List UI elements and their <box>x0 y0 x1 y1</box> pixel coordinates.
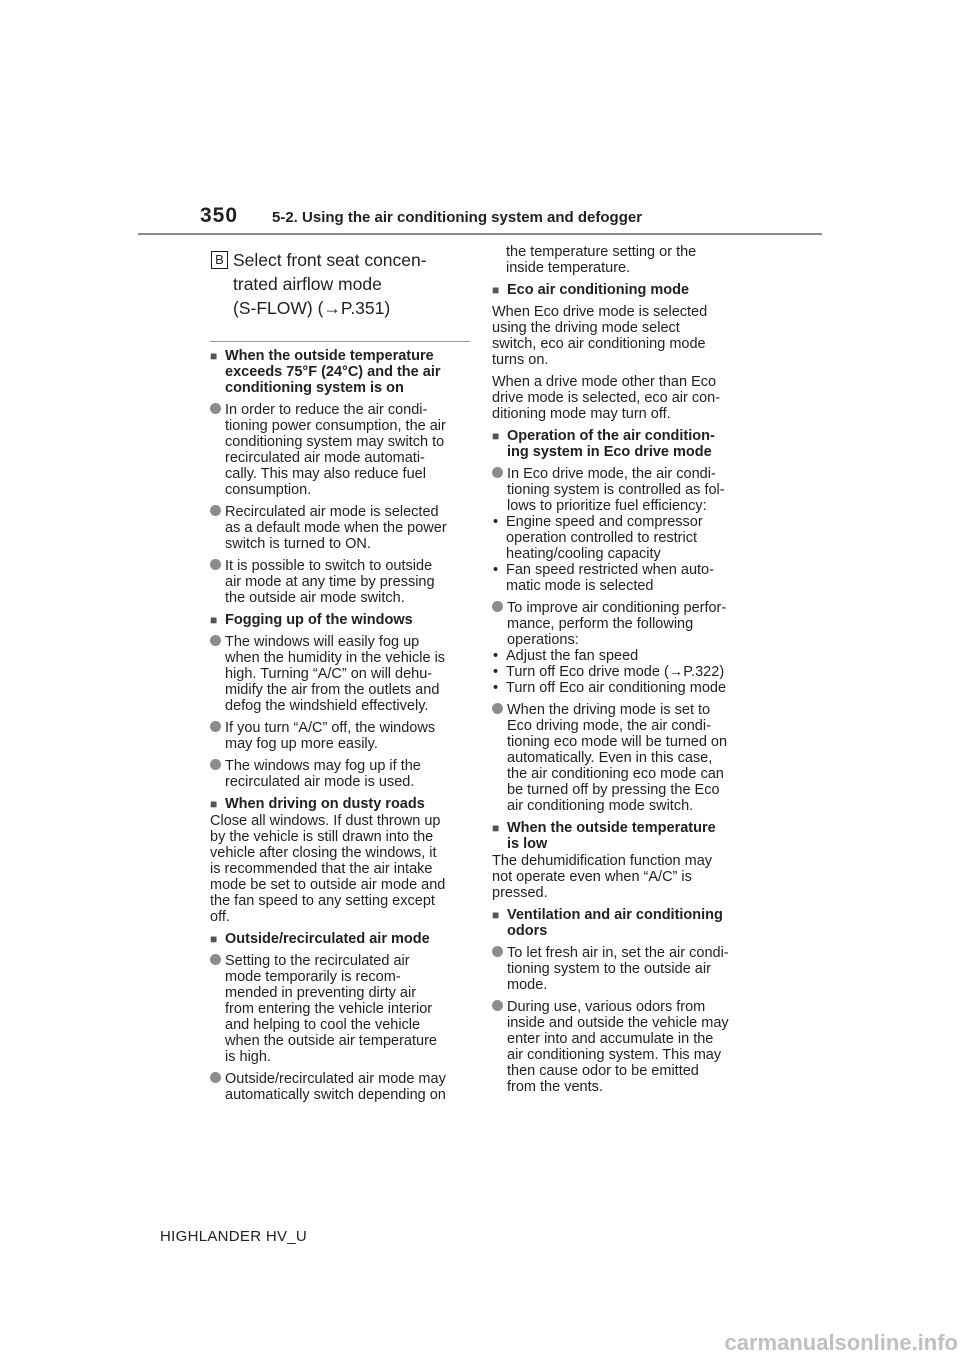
bullet-item: Setting to the recirculated air mode temporarily is recom- mended in preventing dirty air from entering the vehicle interior and helping to cool the vehicle when the outside air temperature is high. <box>210 953 472 1065</box>
header-divider <box>138 233 822 235</box>
continued-text: the temperature setting or the inside temperature. <box>506 244 697 276</box>
heading-ventilation-odors: ■ Ventilation and air conditioning odors <box>492 907 754 939</box>
bullet-dot-icon <box>492 467 503 478</box>
dash-item: • Turn off Eco air conditioning mode <box>493 680 727 696</box>
dash-item: • Turn off Eco drive mode (→P.322) <box>493 664 725 680</box>
bullet-item: When the driving mode is set to Eco driving mode, the air condi- tioning eco mode will be turned on automatically. Even in this case, the air conditioning eco mode can be turned off by pressing the Eco air conditioning mode switch. <box>492 702 754 814</box>
bullet-dot-icon <box>210 635 221 646</box>
footer-model: HIGHLANDER HV_U <box>160 1228 308 1245</box>
heading-fogging: ■ Fogging up of the windows <box>210 612 472 628</box>
heading-dusty-roads: ■ When driving on dusty roads <box>210 796 472 812</box>
bullet-item: To let fresh air in, set the air condi- tioning system to the outside air mode. <box>492 945 754 993</box>
left-column <box>210 246 472 1103</box>
bullet-dot-icon <box>492 946 503 957</box>
callout-badge: B <box>211 251 228 269</box>
watermark: carmanualsonline.info <box>724 1330 958 1355</box>
callout-b <box>210 248 472 320</box>
heading-eco-drive-operation: ■ Operation of the air condition- ing system in Eco drive mode <box>492 428 754 460</box>
bullet-item: Recirculated air mode is selected as a default mode when the power switch is turned to ON. <box>210 504 472 552</box>
paragraph: When Eco drive mode is selected using the driving mode select switch, eco air conditioning mode turns on. <box>492 304 708 368</box>
heading-outside-temp-high: ■ When the outside temperature exceeds 75°F (24°C) and the air conditioning system is on <box>210 348 472 396</box>
heading-outside-temp-low: ■ When the outside temperature is low <box>492 820 754 852</box>
bullet-item: During use, various odors from inside and outside the vehicle may enter into and accumulate in the air conditioning system. This may then cause odor to be emitted from the vents. <box>492 999 754 1095</box>
dash-item: • Adjust the fan speed <box>493 648 639 664</box>
bullet-item: In Eco drive mode, the air condi- tioning system is controlled as fol- lows to prioritize fuel efficiency: <box>492 466 754 514</box>
bullet-dot-icon <box>492 601 503 612</box>
bullet-item: The windows may fog up if the recirculated air mode is used. <box>210 758 472 790</box>
heading-eco-ac: ■ Eco air conditioning mode <box>492 282 754 298</box>
page-number: 350 <box>200 204 239 227</box>
dash-item: • Engine speed and compressor operation controlled to restrict heating/cooling capacity <box>493 514 703 562</box>
bullet-item: It is possible to switch to outside air mode at any time by pressing the outside air mode switch. <box>210 558 472 606</box>
bullet-item: Outside/recirculated air mode may automatically switch depending on <box>210 1071 472 1103</box>
bullet-dot-icon <box>210 759 221 770</box>
bullet-item: If you turn “A/C” off, the windows may fog up more easily. <box>210 720 472 752</box>
section-divider <box>210 341 470 342</box>
bullet-item: The windows will easily fog up when the humidity in the vehicle is high. Turning “A/C” on will dehu- midify the air from the outlets and defog the windshield effectively. <box>210 634 472 714</box>
right-column <box>492 244 754 1095</box>
bullet-dot-icon <box>492 1000 503 1011</box>
bullet-dot-icon <box>210 403 221 414</box>
callout-text: Select front seat concen- trated airflow mode (S-FLOW) (→P.351) <box>233 250 427 318</box>
paragraph: Close all windows. If dust thrown up by the vehicle is still drawn into the vehicle after closing the windows, it is recommended that the air intake mode be set to outside air mode and the fan speed to any setting except off. <box>210 813 446 925</box>
heading-air-mode: ■ Outside/recirculated air mode <box>210 931 472 947</box>
dash-item: • Fan speed restricted when auto- matic mode is selected <box>493 562 714 594</box>
section-title: 5-2. Using the air conditioning system and defogger <box>272 209 643 226</box>
page-header <box>0 200 960 240</box>
bullet-dot-icon <box>492 703 503 714</box>
bullet-dot-icon <box>210 1072 221 1083</box>
bullet-dot-icon <box>210 721 221 732</box>
bullet-item: To improve air conditioning perfor- mance, perform the following operations: <box>492 600 754 648</box>
bullet-item: In order to reduce the air condi- tioning power consumption, the air conditioning system may switch to recirculated air mode automati- cally. This may also reduce fuel consumption. <box>210 402 472 498</box>
paragraph: When a drive mode other than Eco drive mode is selected, eco air con- ditioning mode may turn off. <box>492 374 721 422</box>
bullet-dot-icon <box>210 954 221 965</box>
bullet-dot-icon <box>210 505 221 516</box>
bullet-dot-icon <box>210 559 221 570</box>
paragraph: The dehumidification function may not operate even when “A/C” is pressed. <box>492 853 713 901</box>
